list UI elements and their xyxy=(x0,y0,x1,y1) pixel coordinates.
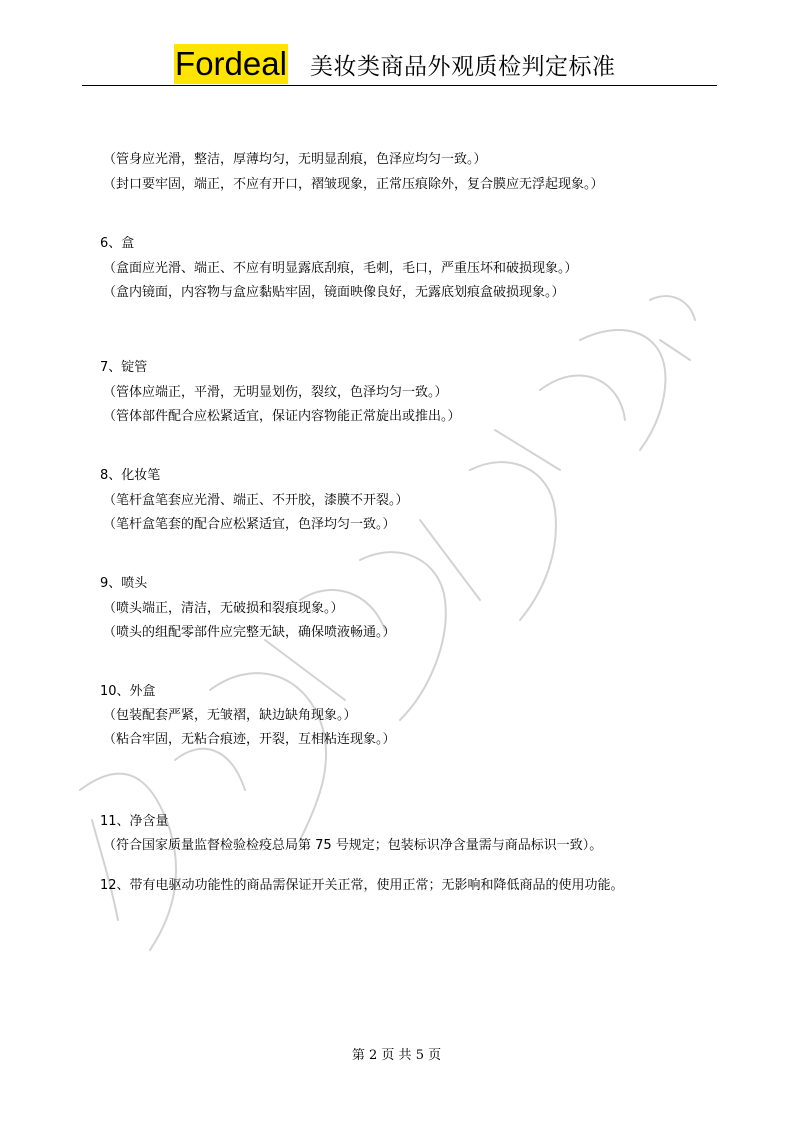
section-line: （符合国家质量监督检验检疫总局第 75 号规定；包装标识净含量需与商品标识一致）。 xyxy=(103,838,603,853)
section-line: （包装配套严紧，无皱褶，缺边缺角现象。） xyxy=(103,708,357,723)
page-number-footer: 第 2 页 共 5 页 xyxy=(351,1048,442,1063)
section-line: （封口要牢固，端正，不应有开口，褶皱现象，正常压痕除外，复合膜应无浮起现象。） xyxy=(103,177,604,192)
header-divider xyxy=(82,85,717,86)
section-heading: 11、净含量 xyxy=(100,814,169,829)
document-title: 美妆类商品外观质检判定标准 xyxy=(310,54,616,80)
section-line: （笔杆盒笔套应光滑、端正、不开胶，漆膜不开裂。） xyxy=(103,493,409,508)
section-heading: 6、盒 xyxy=(100,236,135,251)
section-heading: 9、喷头 xyxy=(100,576,148,591)
section-line: （喷头的组配零部件应完整无缺，确保喷液畅通。） xyxy=(103,625,396,640)
section-line: （管体应端正，平滑，无明显划伤，裂纹，色泽均匀一致。） xyxy=(103,385,448,400)
section-line: （盒面应光滑、端正、不应有明显露底刮痕，毛刺，毛口，严重压坏和破损现象。） xyxy=(103,261,578,276)
section-line: （笔杆盒笔套的配合应松紧适宜，色泽均匀一致。） xyxy=(103,517,396,532)
section-line: （管身应光滑，整洁，厚薄均匀，无明显刮痕，色泽应均匀一致。） xyxy=(103,152,487,167)
section-heading: 12、带有电驱动功能性的商品需保证开关正常，使用正常；无影响和降低商品的使用功能。 xyxy=(100,878,624,893)
fordeal-logo: Fordeal xyxy=(175,45,287,82)
section-line: （喷头端正，清洁，无破损和裂痕现象。） xyxy=(103,601,344,616)
section-heading: 8、化妆笔 xyxy=(100,468,161,483)
section-heading: 10、外盒 xyxy=(100,684,156,699)
section-line: （管体部件配合应松紧适宜，保证内容物能正常旋出或推出。） xyxy=(103,409,461,424)
section-heading: 7、锭管 xyxy=(100,360,148,375)
section-line: （盒内镜面，内容物与盒应黏贴牢固，镜面映像良好，无露底划痕盒破损现象。） xyxy=(103,285,565,300)
page-header xyxy=(0,0,793,90)
section-line: （粘合牢固，无粘合痕迹，开裂，互相粘连现象。） xyxy=(103,732,396,747)
